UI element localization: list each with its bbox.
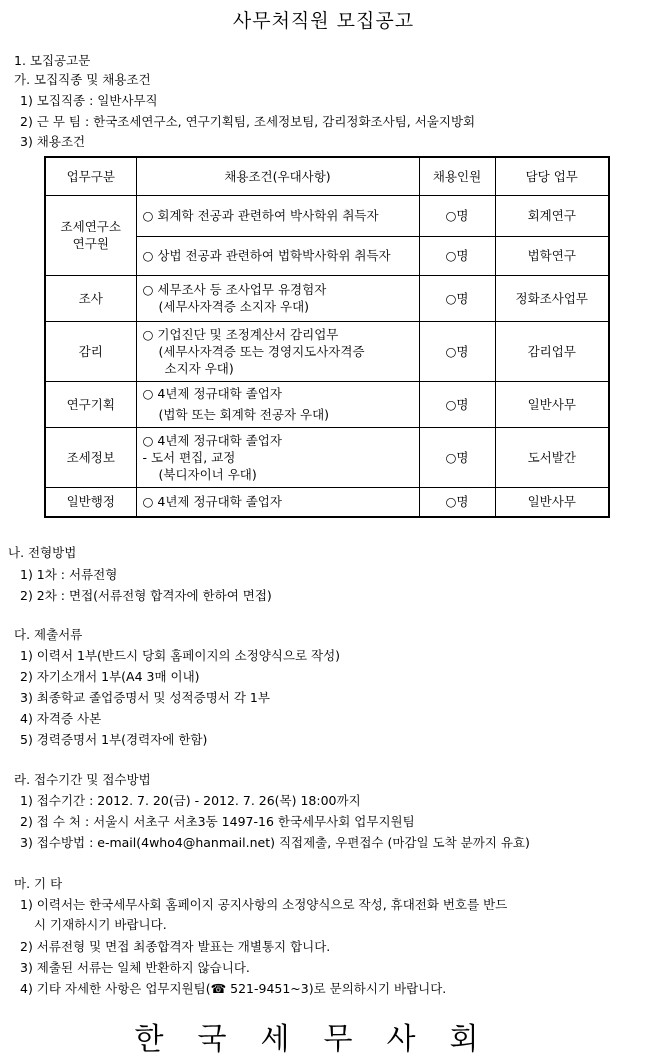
header-category: 업무구분 (45, 157, 136, 195)
conditions-cell: ○ 4년제 정규대학 졸업자 (136, 487, 419, 517)
document-item: 1) 이력서 1부(반드시 당회 홈페이지의 소정양식으로 작성) (20, 648, 341, 663)
conditions-cell: ○ 상법 전공과 관련하여 법학박사학위 취득자 (136, 236, 419, 275)
category-cell: 연구기획 (45, 381, 136, 427)
section-ra-heading: 라. 접수기간 및 접수방법 (14, 772, 151, 787)
application-place: 2) 접 수 처 : 서울시 서초구 서초3동 1497-16 한국세무사회 업무지원팀 (20, 814, 415, 829)
section-da-heading: 다. 제출서류 (14, 627, 83, 642)
table-header-row (45, 157, 609, 195)
table-row (45, 275, 609, 321)
task-cell: 일반사무 (495, 487, 609, 517)
count-cell: ○명 (419, 487, 495, 517)
table-row (45, 321, 609, 381)
section-ga-heading: 가. 모집직종 및 채용조건 (14, 72, 151, 87)
section-1-heading: 1. 모집공고문 (14, 53, 91, 68)
note-item: 4) 기타 자세한 사항은 업무지원팀(☎ 521-9451~3)로 문의하시기 바랍니다. (20, 981, 447, 996)
note-item: 3) 제출된 서류는 일체 반환하지 않습니다. (20, 960, 250, 975)
table-row (45, 195, 609, 236)
work-team-line: 2) 근 무 팀 : 한국조세연구소, 연구기획팀, 조세정보팀, 감리정화조사팀, 서울지방회 (20, 114, 476, 129)
page-title: 사무처직원 모집공고 (232, 10, 415, 32)
job-type-line: 1) 모집직종 : 일반사무직 (20, 93, 158, 108)
task-cell: 법학연구 (495, 236, 609, 275)
conditions-cell: ○ 4년제 정규대학 졸업자 - 도서 편집, 교정 (북디자이너 우대) (136, 427, 419, 487)
header-count: 채용인원 (419, 157, 495, 195)
table-row (45, 427, 609, 487)
application-method: 3) 접수방법 : e-mail(4who4@hanmail.net) 직접제출, 우편접수 (마감일 도착 분까지 유효) (20, 835, 530, 850)
document-item: 3) 최종학교 졸업증명서 및 성적증명서 각 1부 (20, 690, 270, 705)
count-cell: ○명 (419, 427, 495, 487)
conditions-cell: ○ 4년제 정규대학 졸업자 (법학 또는 회계학 전공자 우대) (136, 381, 419, 427)
application-period: 1) 접수기간 : 2012. 7. 20(금) - 2012. 7. 26(목) 18:00까지 (20, 793, 361, 808)
category-cell: 조세정보 (45, 427, 136, 487)
count-cell: ○명 (419, 195, 495, 236)
conditions-cell: ○ 회계학 전공과 관련하여 박사학위 취득자 (136, 195, 419, 236)
note-item-continued: 시 기재하시기 바랍니다. (34, 917, 167, 932)
conditions-cell: ○ 기업진단 및 조정계산서 감리업무 (세무사자격증 또는 경영지도사자격증 소지자 우대) (136, 321, 419, 381)
task-cell: 일반사무 (495, 381, 609, 427)
document-item: 5) 경력증명서 1부(경력자에 한함) (20, 732, 208, 747)
hiring-conditions-label: 3) 채용조건 (20, 134, 86, 149)
note-item: 1) 이력서는 한국세무사회 홈페이지 공지사항의 소정양식으로 작성, 휴대전화 번호를 반드 (20, 897, 508, 912)
document-item: 2) 자기소개서 1부(A4 3매 이내) (20, 669, 200, 684)
selection-step-2: 2) 2차 : 면접(서류전형 합격자에 한하여 면접) (20, 588, 272, 603)
count-cell: ○명 (419, 236, 495, 275)
header-task: 담당 업무 (495, 157, 609, 195)
table-row (45, 381, 609, 427)
organization-name: 한국세무사회 (134, 1022, 513, 1057)
category-cell (45, 195, 136, 275)
category-cell: 일반행정 (45, 487, 136, 517)
task-cell: 회계연구 (495, 195, 609, 236)
task-cell: 정화조사업무 (495, 275, 609, 321)
count-cell: ○명 (419, 321, 495, 381)
selection-step-1: 1) 1차 : 서류전형 (20, 567, 118, 582)
header-conditions: 채용조건(우대사항) (136, 157, 419, 195)
count-cell: ○명 (419, 275, 495, 321)
section-ma-heading: 마. 기 타 (14, 876, 63, 891)
category-cell: 감리 (45, 321, 136, 381)
count-cell: ○명 (419, 381, 495, 427)
section-na-heading: 나. 전형방법 (8, 545, 77, 560)
hiring-table (44, 156, 610, 518)
category-line: 조세연구소 (60, 219, 121, 234)
task-cell: 도서발간 (495, 427, 609, 487)
category-cell: 조사 (45, 275, 136, 321)
category-line: 연구원 (72, 236, 109, 251)
document-item: 4) 자격증 사본 (20, 711, 102, 726)
table-row (45, 487, 609, 517)
conditions-cell: ○ 세무조사 등 조사업무 유경험자 (세무사자격증 소지자 우대) (136, 275, 419, 321)
task-cell: 감리업무 (495, 321, 609, 381)
note-item: 2) 서류전형 및 면접 최종합격자 발표는 개별통지 합니다. (20, 939, 331, 954)
